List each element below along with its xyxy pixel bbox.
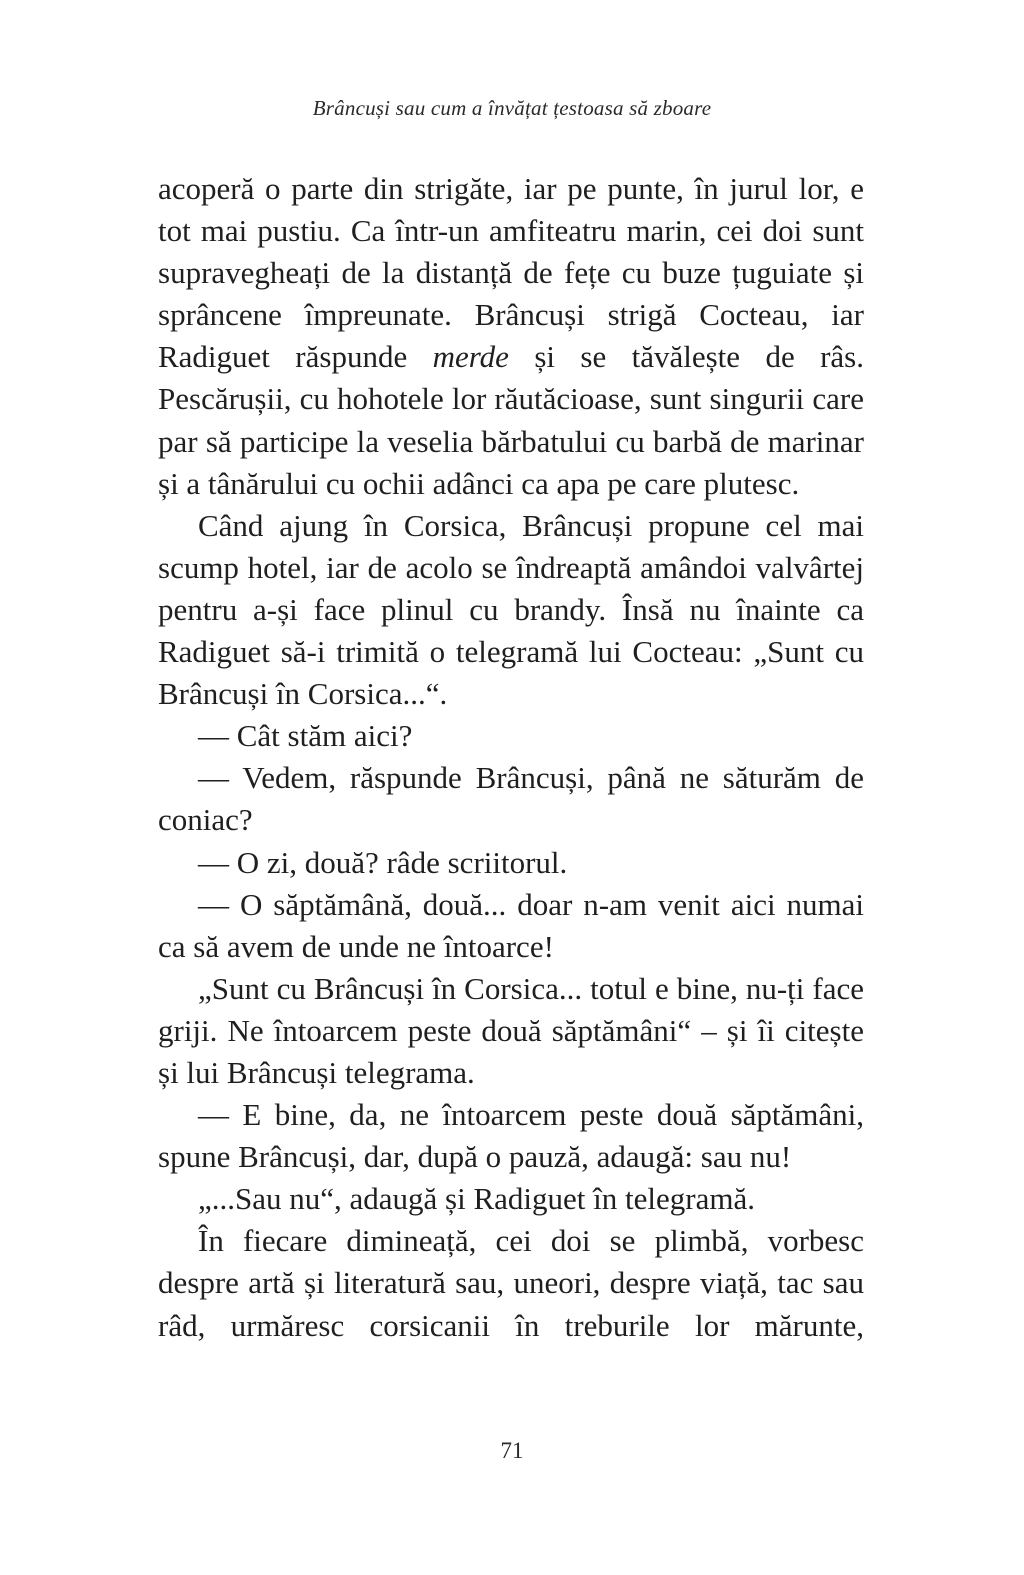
running-head: Brâncuși sau cum a învățat țestoasa să zboare — [312, 96, 712, 120]
paragraph-2: Când ajung în Corsica, Brâncuși propune cel mai scump hotel, iar de acolo se îndreaptă amândoi valvârtej pentru a-și face plinul cu brandy. Însă nu înainte ca Radiguet să-i trimită o telegramă lui Cocteau: „Sunt cu Brâncuși în Corsica...“. — [158, 507, 864, 712]
paragraph-1 — [158, 168, 864, 505]
body-text — [158, 168, 864, 1347]
dialogue-line-5: — E bine, da, ne întoarcem peste două săptămâni, spune Brâncuși, dar, după o pauză, adaugă: sau nu! — [158, 1097, 864, 1175]
paragraph-last: În fiecare dimineață, cei doi se plimbă, vorbesc despre artă și literatură sau, uneori, despre viață, tac sau râd, urmăresc corsicanii în treburile lor mărunte, — [158, 1223, 864, 1343]
page-number: 71 — [500, 1438, 524, 1463]
dialogue-line-3: — O zi, două? râde scriitorul. — [198, 844, 568, 880]
italic-word-merde: merde — [432, 339, 509, 375]
paragraph-1-part-a: acoperă o parte din strigăte, iar pe punte, în jurul lor, e tot mai pustiu. Ca într-un amfiteatru marin, cei doi sunt supravegheați de la distanță de fețe cu buze țuguiate și sprâncene împreunate. Brâncuși strigă Cocteau, iar Radiguet răspunde — [158, 171, 864, 375]
dialogue-line-1: — Cât stăm aici? — [198, 718, 413, 754]
dialogue-line-2: — Vedem, răspunde Brâncuși, până ne săturăm de coniac? — [158, 760, 864, 838]
paragraph-telegram: „Sunt cu Brâncuși în Corsica... totul e bine, nu-ți face griji. Ne întoarcem peste două săptămâni“ – și îi citește și lui Brâncuși telegrama. — [158, 970, 864, 1090]
paragraph-1-part-b: și se tăvălește de râs. Pescărușii, cu hohotele lor răutăcioase, sunt singurii care par să participe la veselia bărbatului cu barbă de marinar și a tânărului cu ochii adânci ca apa pe care plutesc. — [158, 339, 864, 501]
dialogue-line-4: — O săptămână, două... doar n-am venit aici numai ca să avem de unde ne întoarce! — [158, 886, 864, 964]
paragraph-sau-nu: „...Sau nu“, adaugă și Radiguet în telegramă. — [198, 1181, 755, 1217]
